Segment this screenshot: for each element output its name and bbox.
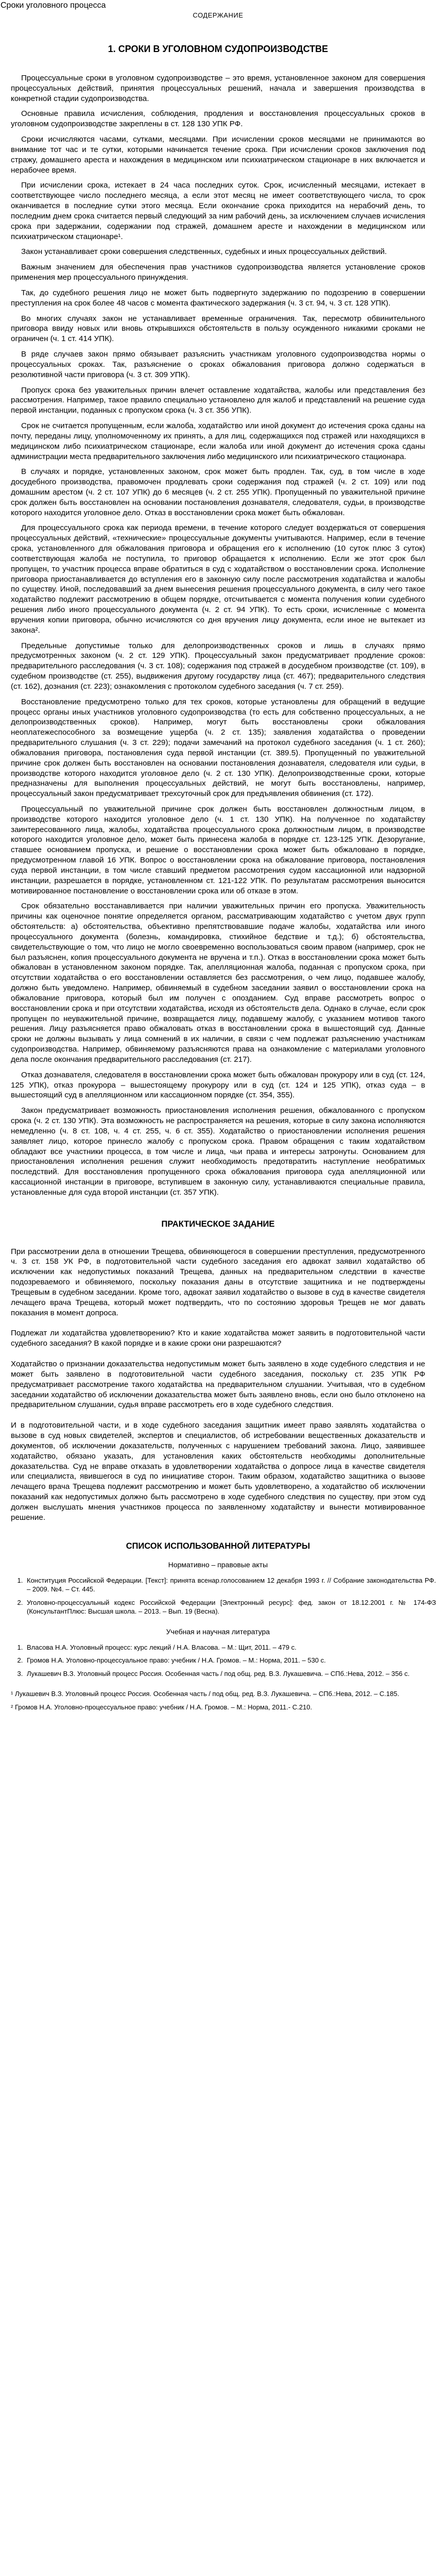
- paragraph: Пропуск срока без уважительных причин влечет оставление ходатайства, жалобы или представления без рассмотрения. Например, такое правило специально установлено для жалоб и представлений на решение суда первой инстанции, поданных с пропуском срока (ч. 3 ст. 356 УПК).: [11, 385, 425, 415]
- paragraph: Процессуальный по уважительной причине срок должен быть восстановлен должностным лицом, в производстве которого находится уголовное дело (ч. 1 ст. 130 УПК). На полученное по ходатайству заинтересованного лица, жалобы, ходатайства процессуального срока должностным лицом, в производстве которого находится уголовное дело, может быть принесена жалоба в порядке ст. 123-125 УПК. Дезоругание, ставшее основанием пропуска, и решение о восстановлении срока может быть обжаловано в порядке, предусмотренном главой 16 УПК. Вопрос о восстановлении срока на обжалование приговора, постановления суда первой инстанции, в том числе ставший предметом рассмотрения судом кассационной или надзорной инстанции, разрешается в порядке, установленном ст. 121-122 УПК. По результатам рассмотрения выносится мотивированное постановление о восстановлении срока или об отказе в этом.: [11, 805, 425, 895]
- paragraph: Процессуальные сроки в уголовном судопроизводстве – это время, установленное законом для совершения процессуальных действий, принятия процессуальных решений, начала и завершения производства в конкретной стадии судопроизводства.: [11, 74, 425, 103]
- list-item: 2. Громов Н.А. Уголовно-процессуальное право: учебник / Н.А. Громов. – М.: Норма, 2011. – 530 с.: [25, 1656, 436, 1665]
- practical-task-body: [0, 1247, 436, 1523]
- bibliography-literature-title: Учебная и научная литература: [166, 1627, 270, 1636]
- paragraph: Срок обязательно восстанавливается при наличии уважительных причин его пропуска. Уважительность причины как оценочное понятие определяется органом, рассматривающим ходатайство с учетом двух групп обстоятельств: а) обстоятельства, объективно препятствовавшие подаче жалобы, ходатайства или иного процессуального документа (болезнь, командировка, стихийное бедствие и т.д.); б) обстоятельства, свидетельствующие о том, что лицо не могло своевременно воспользоваться своим правом (например, срок не был разъяснен, копия процессуального документа не вручена и т.п.). Отказ в восстановлении срока может быть обжалован в установленном законом порядке. Так, апелляционная жалоба, поданная с пропуском срока, при отсутствии ходатайства о его восстановлении оставляется без рассмотрения, о чем лицо, подавшее жалобу, должно быть уведомлено. Например, обвиняемый в судебном заседании заявил о восстановлении срока на обжалование приговора, который был им получен с опозданием. Суд вправе рассмотреть вопрос о восстановлении срока и при отсутствии ходатайства, исходя из обстоятельств дела. Однако в случае, если срок пропущен по неуважительной причине, возвращается лицу, подавшему жалобу, с указанием мотивов такого решения. Лицу разъясняется право обжаловать отказ в восстановлении срока в вышестоящий суд. Данные сроки не должны вызывать у лица сомнений в их наличии, в связи с чем подлежат разъяснению участникам судопроизводства. Например, обвиняемому разъясняются права на ознакомление с материалами уголовного дела после окончания предварительного расследования (ст. 217).: [11, 902, 425, 1064]
- bibliography-title: СПИСОК ИСПОЛЬЗОВАННОЙ ЛИТЕРАТУРЫ: [126, 1541, 310, 1551]
- paragraph: Во многих случаях закон не устанавливает временные ограничения. Так, пересмотр обвинительного приговора ввиду новых или вновь открывшихся обстоятельств в пользу осужденного никакими сроками не ограничен (ч. 1 ст. 414 УПК).: [11, 314, 425, 344]
- list-item: 2. Уголовно-процессуальный кодекс Российской Федерации [Электронный ресурс]: фед. закон от 18.12.2001 г. № 174-ФЗ (КонсультантПлюс: Высшая школа. – 2013. – Вып. 19 (Весна).: [25, 1598, 436, 1616]
- section-body: [0, 73, 436, 1198]
- footnote: ¹ Лукашевич В.З. Уголовный процесс Россия. Особенная часть / под общ. ред. В.З. Лукашевича. – СПб.:Нева, 2012. – С.185.: [11, 1690, 399, 1698]
- paragraph: В случаях и порядке, установленных законом, срок может быть продлен. Так, суд, в том числе в ходе досудебного производства, правомочен продлевать сроки содержания под стражей (ч. 2 ст. 109) или под домашним арестом (ч. 2 ст. 107 УПК) до 6 месяцев (ч. 2 ст. 255 УПК). Пропущенный по уважительной причине срок должен быть восстановлен на основании постановления дознавателя, следователя, судьи, в производстве которого находится уголовное дело. Отказ в восстановлении срока может быть обжалован.: [11, 467, 425, 517]
- paragraph: Так, до судебного решения лицо не может быть подвергнуто задержанию по подозрению в совершении преступления на срок более 48 часов с момента фактического задержания (ч. 3 ст. 94, ч. 3 ст. 128 УПК).: [11, 288, 425, 308]
- toc-label: СОДЕРЖАНИЕ: [193, 11, 243, 19]
- practical-task-title: ПРАКТИЧЕСКОЕ ЗАДАНИЕ: [161, 1219, 275, 1229]
- paragraph: Отказ дознавателя, следователя в восстановлении срока может быть обжалован прокурору или в суд (ст. 124, 125 УПК), отказ прокурора – вышестоящему прокурору или в суд (ст. 124 и 125 УПК), отказ суда – в вышестоящий суд в апелляционном или кассационном порядке (ст. 354, 355).: [11, 1070, 425, 1100]
- task-paragraph: При рассмотрении дела в отношении Трещева, обвиняющегося в совершении преступления, предусмотренного ч. 3 ст. 158 УК РФ, в подготовительной части судебного заседания его адвокат заявил ходатайство об исключении как недопустимых показаний Трещева, данных на предварительном следствии в качестве подозреваемого и обвиняемого, поскольку показания даны в отсутствие защитника и не подтверждены Трещевым в судебном заседании. Кроме того, адвокат заявил ходатайство о вызове в суд в качестве свидетеля лечащего врача Трещева, который может подтвердить, что по состоянию здоровья Трещев не мог давать показания в момент допроса.: [11, 1247, 425, 1317]
- task-paragraph: Ходатайство о признании доказательства недопустимым может быть заявлено в ходе судебного следствия и не может быть заявлено в подготовительной части судебного заседания, поскольку ст. 235 УПК РФ предусматривает рассмотрение такого ходатайства на предварительном слушании. Учитывая, что в судебном заседании ходатайство об исключении доказательства может быть заявлено вновь, если оно было отклонено на предварительном слушании, судья вправе рассмотреть его в ходе судебного следствия.: [11, 1360, 425, 1410]
- document-title: Сроки уголовного процесса: [1, 1, 106, 10]
- paragraph: В ряде случаев закон прямо обязывает разъяснить участникам уголовного судопроизводства нормы о процессуальных сроках. Так, разъяснение о сроках обжалования приговора должно содержаться в резолютивной части приговора (ч. 3 ст. 309 УПК).: [11, 350, 425, 379]
- paragraph: Сроки исчисляются часами, сутками, месяцами. При исчислении сроков месяцами не принимаются во внимание тот час и те сутки, которыми начинается течение срока. При исчислении сроков заключения под стражу, домашнего ареста и нахождения в медицинском или психиатрическом стационаре в них включается и нерабочее время.: [11, 135, 425, 175]
- paragraph: Основные правила исчисления, соблюдения, продления и восстановления процессуальных сроков в уголовном судопроизводстве закреплены в ст. 128 130 УПК РФ.: [11, 109, 425, 129]
- footnote: ² Громов Н.А. Уголовно-процессуальное право: учебник / Н.А. Громов. – М.: Норма, 2011.- С.210.: [11, 1703, 312, 1711]
- paragraph: Восстановление предусмотрено только для тех сроков, которые установлены для обращений в ведущие процесс органы иных участников уголовного судопроизводства (то есть для собственно процессуальных, а не делопроизводственных сроков). Например, могут быть восстановлены сроки обжалования неоплатежеспособного за возмещение ущерба (ч. 2 ст. 135); заявления ходатайства о проведении предварительного слушания (ч. 3 ст. 229); подачи замечаний на протокол судебного заседания (ч. 1 ст. 260); обжалования приговора, постановления суда первой инстанции (ст. 389.5). Пропущенный по уважительной причине срок должен быть восстановлен на основании постановления дознавателя, следователя или судьи, в производстве которого находится уголовное дело (ч. 2 ст. 130 УПК). Делопроизводственные сроки, которые предназначены для выполнения процессуальных действий, не могут быть восстановлены, например, процессуальный закон предусматривает трехсуточный срок для предъявления обвинения (ст. 172).: [11, 697, 425, 799]
- footnotes: [0, 1689, 436, 1711]
- normative-list: [0, 1576, 436, 1616]
- paragraph: Предельные допустимые только для делопроизводственных сроков и лишь в случаях прямо предусмотренных законом (ч. 2 ст. 129 УПК). Процессуальный закон предусматривает продление сроков: предварительного расследования (ч. 3 ст. 108); содержания под стражей в досудебном производстве (ст. 109), в судебном производстве (ст. 255), выдвижения другому государству лица (ст. 467); предварительного следствия (ст. 162), дознания (ст. 223); ознакомления с протоколом судебного заседания (ч. 7 ст. 259).: [11, 641, 425, 691]
- paragraph: При исчислении срока, истекает в 24 часа последних суток. Срок, исчисленный месяцами, истекает в соответствующее число последнего месяца, а если этот месяц не имеет соответствующего числа, то срок оканчивается в последние сутки этого месяца. Если окончание срока приходится на нерабочий день, то последним днем срока считается первый следующий за ним рабочий день, за исключением случаев исчисления срока при задержании, содержании под стражей, домашнем аресте и нахождении в медицинском или психиатрическом стационаре¹.: [11, 181, 425, 241]
- list-item: 1. Конституция Российской Федерации. [Текст]: принята всенар.голосованием 12 декабря 1993 г. // Собрание законодательства РФ. – 2009. №4. – Ст. 445.: [25, 1576, 436, 1594]
- bibliography-normative-title: Нормативно – правовые акты: [168, 1560, 268, 1569]
- literature-list: [0, 1643, 436, 1679]
- paragraph: Закон предусматривает возможность приостановления исполнения решения, обжалованного с пропуском срока (ч. 2 ст. 130 УПК). Эта возможность не распространяется на решения, которые в силу закона исполняются немедленно (ч. 8 ст. 108, ч. 4 ст. 255, ч. 6 ст. 355). Ходатайство о приостановлении исполнения решения заявляет лицо, которое принесло жалобу с пропуском срока. Правом обращения с таким ходатайством обладают все участники процесса, в том числе и лица, чьи права и интересы затронуты. Основанием для приостановления исполнения решения служит необходимость предотвратить наступление необратимых последствий. Для восстановления пропущенного срока обжалования приговора суда апелляционной или кассационной инстанции в приговоре, вступившем в законную силу, устанавливаются специальные правила, установленные для суда второй инстанции (ст. 357 УПК).: [11, 1106, 425, 1197]
- task-paragraph: И в подготовительной части, и в ходе судебного заседания защитник имеет право заявлять ходатайства о вызове в суд новых свидетелей, экспертов и специалистов, об истребовании вещественных доказательств и документов, об исключении доказательств, полученных с нарушением требований закона. Лицо, заявившее ходатайство, обязано указать, для установления каких обстоятельств необходимы дополнительные доказательства. Суд не вправе отказать в удовлетворении ходатайства о допросе лица в качестве свидетеля или специалиста, явившегося в суд по инициативе сторон. Таким образом, ходатайство защитника о вызове лечащего врача Трещева подлежит рассмотрению и может быть удовлетворено, а ходатайство об исключении показаний как недопустимых должно быть рассмотрено в ходе судебного следствия по существу, при этом суд должен выслушать мнения участников процесса по заявленному ходатайству и вынести мотивированное решение.: [11, 1421, 425, 1522]
- section-title: 1. СРОКИ В УГОЛОВНОМ СУДОПРОИЗВОДСТВЕ: [108, 44, 328, 54]
- paragraph: Закон устанавливает сроки совершения следственных, судебных и иных процессуальных действий.: [21, 247, 387, 257]
- list-item: 3. Лукашевич В.З. Уголовный процесс Россия. Особенная часть / под общ. ред. В.З. Лукашевича. – СПб.:Нева, 2012. – 356 с.: [25, 1669, 436, 1679]
- paragraph: Для процессуального срока как периода времени, в течение которого следует воздержаться от совершения процессуальных действий, «технические» процессуальные документы учитываются. Например, если в течение срока, установленного для обжалования приговора и обращения его к исполнению (10 суток плюс 3 суток) соответствующая жалоба не поступила, то приговор обращается к исполнению. Если же этот срок был пропущен, то участник процесса вправе обратиться в суд с ходатайством о восстановлении срока. Исполнение приговора приостанавливается до вступления его в законную силу после рассмотрения ходатайства и жалобы по существу. Иной, последовавший за днем вынесения решения процессуального документа, в силу чего такое ходатайство подлежит рассмотрению в общем порядке, отсчитывается с момента получения копии судебного решения либо иного процессуального документа (ч. 2 ст. 94 УПК). То есть сроки, исчисленные с момента вручения копии приговора, обычно исчисляются со дня вручения лицу документа, если иное не вытекает из закона².: [11, 523, 425, 635]
- task-question: Подлежат ли ходатайства удовлетворению? Кто и какие ходатайства может заявить в подготовительной части судебного заседания? В какой порядке и в какие сроки они разрешаются?: [11, 1329, 425, 1348]
- paragraph: Срок не считается пропущенным, если жалоба, ходатайство или иной документ до истечения срока сданы на почту, переданы лицу, уполномоченному их принять, а для лиц, содержащихся под стражей или находящихся в медицинском либо психиатрическом стационаре, если жалоба или иной документ до истечения срока сданы администрации места предварительного заключения либо медицинского или психиатрического стационара.: [11, 421, 425, 461]
- list-item: 1. Власова Н.А. Уголовный процесс: курс лекций / Н.А. Власова. – М.: Щит, 2011. – 479 с.: [25, 1643, 436, 1652]
- paragraph: Важным значением для обеспечения прав участников судопроизводства является установление сроков применения мер процессуального принуждения.: [11, 263, 425, 282]
